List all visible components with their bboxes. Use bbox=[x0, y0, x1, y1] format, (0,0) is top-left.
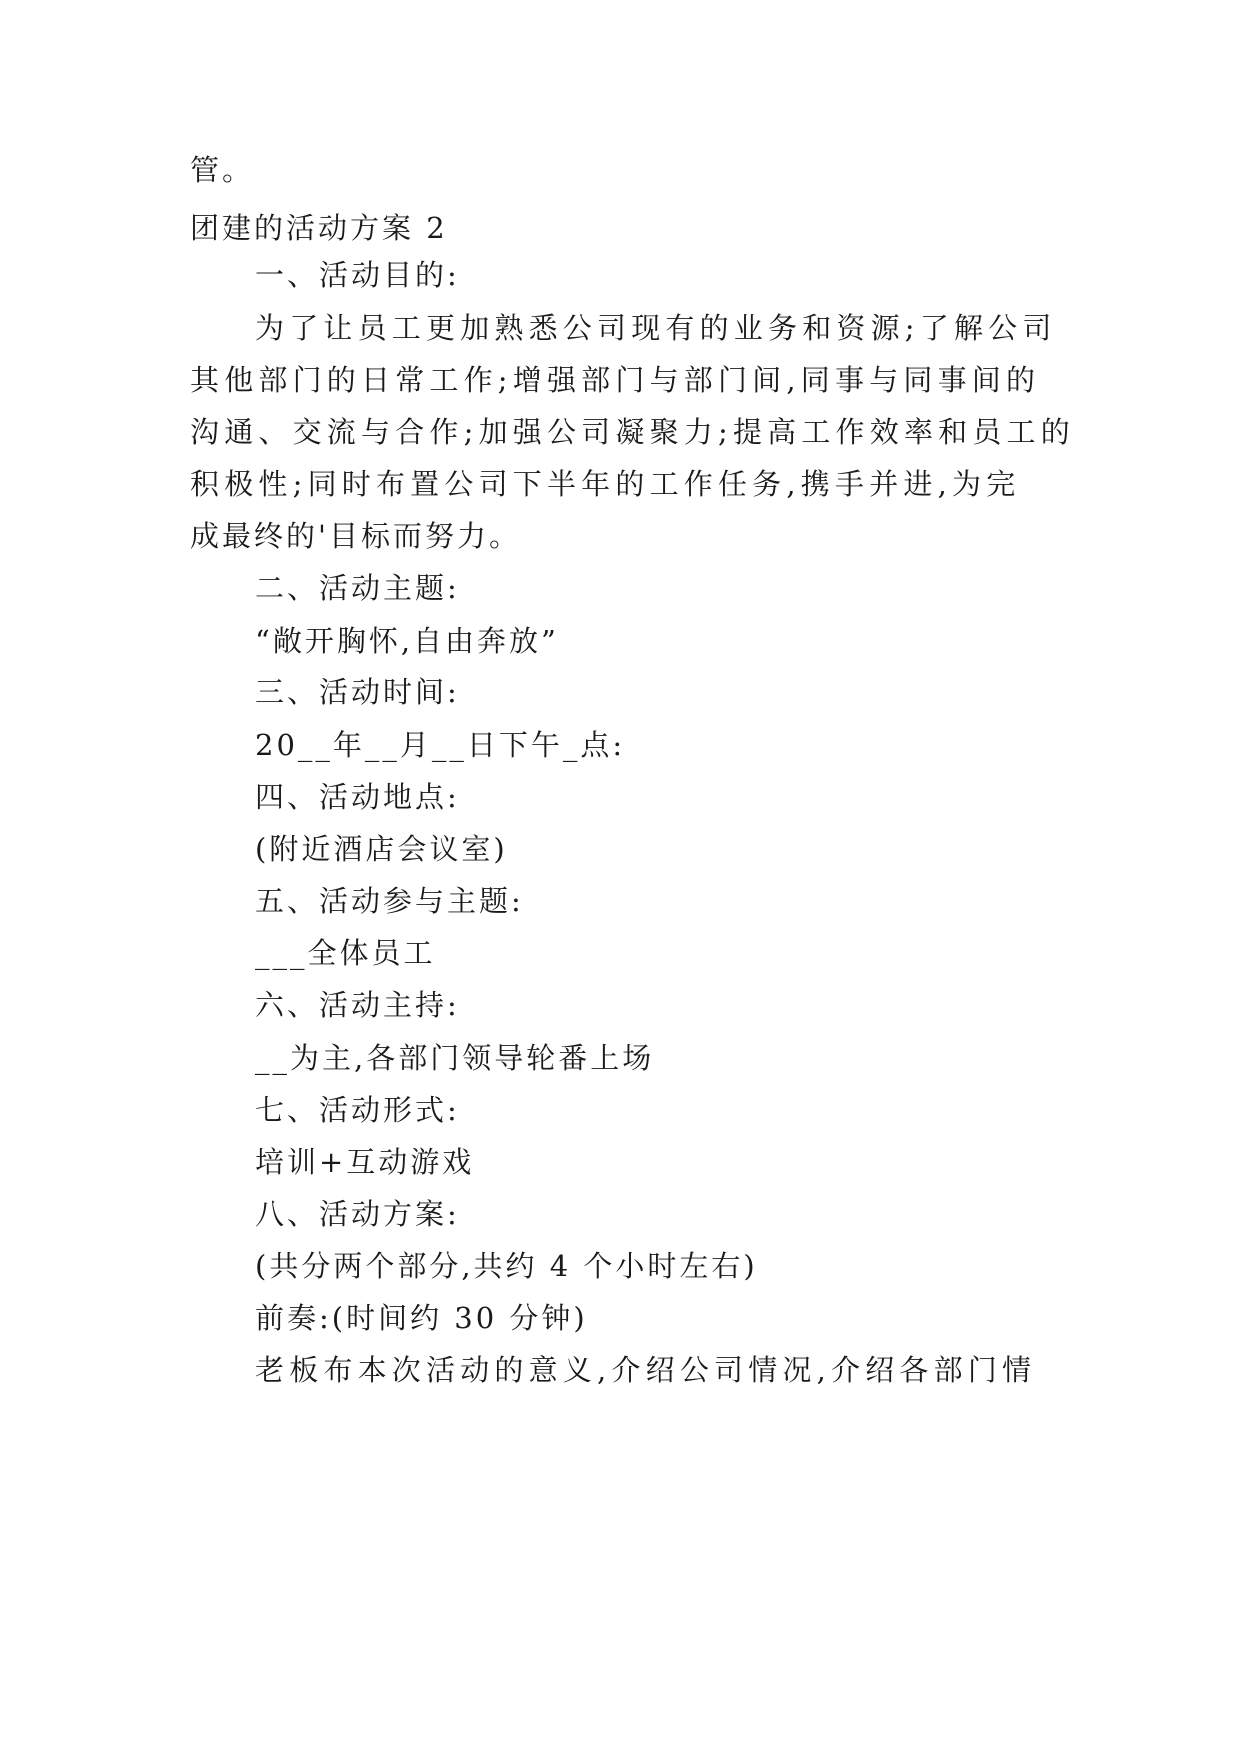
heading-location: 四、活动地点: bbox=[255, 780, 460, 814]
heading-host: 六、活动主持: bbox=[255, 988, 460, 1022]
paragraph-purpose-line: 为了让员工更加熟悉公司现有的业务和资源;了解公司 bbox=[255, 311, 1057, 345]
host-text: __为主,各部门领导轮番上场 bbox=[255, 1041, 655, 1075]
text-line-continuation: 管。 bbox=[190, 153, 255, 187]
paragraph-purpose-line: 其他部门的日常工作;增强部门与部门间,同事与同事间的 bbox=[190, 363, 1041, 397]
theme-text: “敞开胸怀,自由奔放” bbox=[255, 624, 559, 658]
plan-text: (共分两个部分,共约 4 个小时左右) bbox=[255, 1249, 758, 1283]
heading-plan: 八、活动方案: bbox=[255, 1197, 460, 1231]
prelude-description: 老板布本次活动的意义,介绍公司情况,介绍各部门情 bbox=[255, 1353, 1037, 1387]
participants-text: ___全体员工 bbox=[255, 936, 436, 970]
time-text: 20__年__月__日下午_点: bbox=[255, 728, 626, 762]
heading-purpose: 一、活动目的: bbox=[255, 258, 460, 292]
heading-time: 三、活动时间: bbox=[255, 675, 460, 709]
paragraph-purpose-line: 积极性;同时布置公司下半年的工作任务,携手并进,为完 bbox=[190, 467, 1021, 501]
heading-theme: 二、活动主题: bbox=[255, 571, 460, 605]
prelude-text: 前奏:(时间约 30 分钟) bbox=[255, 1301, 588, 1335]
heading-format: 七、活动形式: bbox=[255, 1093, 460, 1127]
format-text: 培训+互动游戏 bbox=[255, 1145, 475, 1179]
paragraph-purpose-line: 成最终的'目标而努力。 bbox=[190, 519, 521, 553]
section-title: 团建的活动方案 2 bbox=[190, 211, 448, 245]
location-text: (附近酒店会议室) bbox=[255, 832, 508, 866]
heading-participants: 五、活动参与主题: bbox=[255, 884, 524, 918]
paragraph-purpose-line: 沟通、交流与合作;加强公司凝聚力;提高工作效率和员工的 bbox=[190, 415, 1075, 449]
